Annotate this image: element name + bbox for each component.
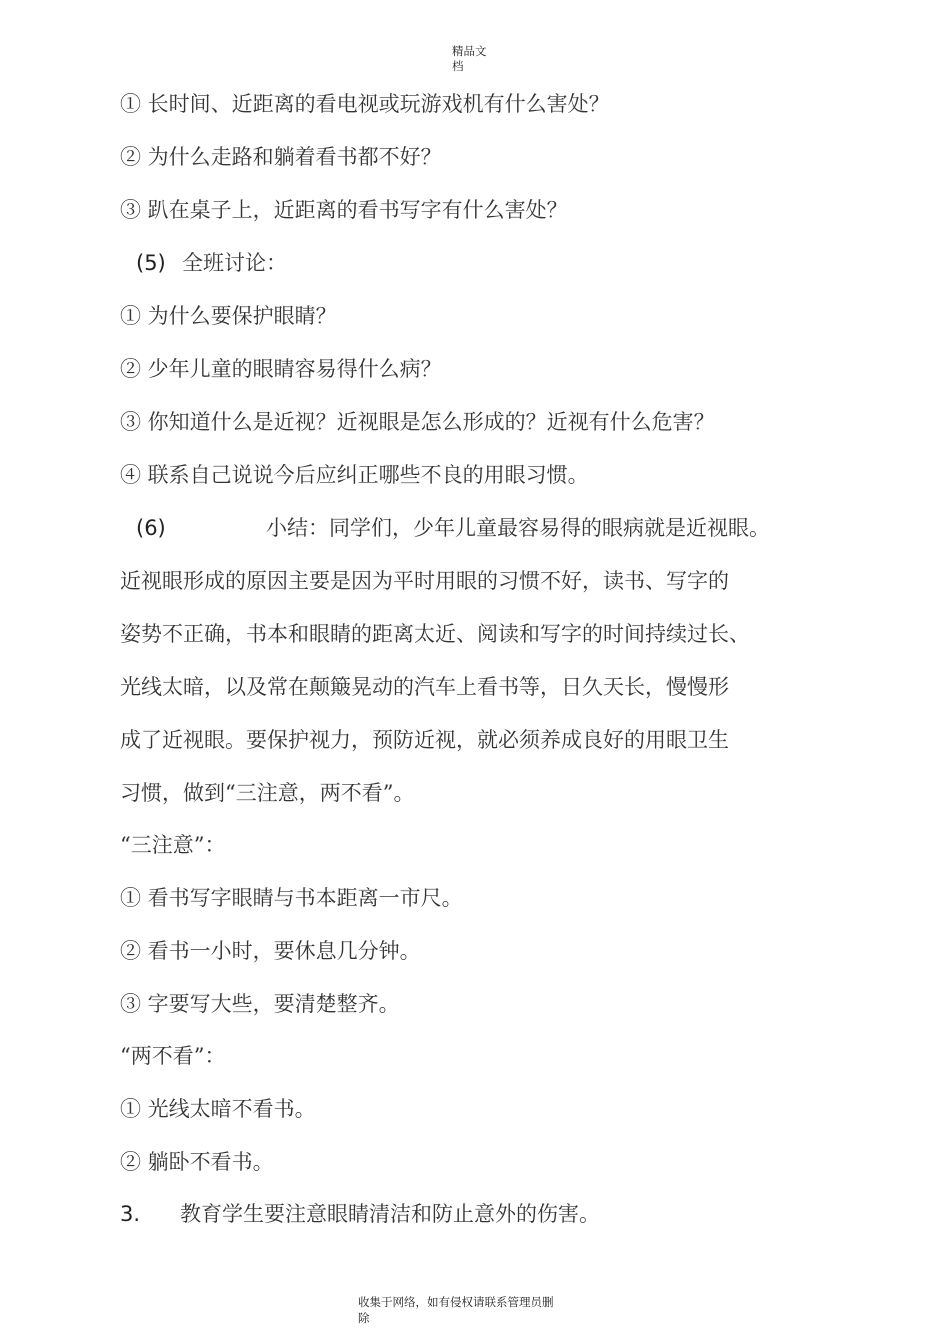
discussion-item-2: ② 少年儿童的眼睛容易得什么病？: [120, 357, 442, 381]
discussion-item-4: ④ 联系自己说说今后应纠正哪些不良的用眼习惯。: [120, 463, 589, 487]
section-3-text: 教育学生要注意眼睛清洁和防止意外的伤害。: [180, 1202, 600, 1226]
question-line-1: ① 长时间、近距离的看电视或玩游戏机有什么害处？: [120, 92, 610, 116]
summary-line-5: 成了近视眼。要保护视力，预防近视，就必须养成良好的用眼卫生: [120, 728, 729, 752]
discussion-item-1: ① 为什么要保护眼睛？: [120, 304, 337, 328]
section-number-3: 3.: [120, 1202, 141, 1226]
attention-item-1: ① 看书写字眼睛与书本距离一市尺。: [120, 886, 463, 910]
three-attention-heading: “三注意”：: [120, 833, 226, 857]
two-donts-heading: “两不看”：: [120, 1044, 226, 1068]
attention-item-3: ③ 字要写大些，要清楚整齐。: [120, 992, 400, 1016]
header-line-2: 档: [452, 59, 464, 73]
discussion-item-3: ③ 你知道什么是近视？近视眼是怎么形成的？近视有什么危害？: [120, 410, 715, 434]
summary-line-2: 近视眼形成的原因主要是因为平时用眼的习惯不好，读书、写字的: [120, 569, 729, 593]
summary-line-1: 小结：同学们，少年儿童最容易得的眼病就是近视眼。: [266, 516, 770, 540]
dont-item-1: ① 光线太暗不看书。: [120, 1097, 316, 1121]
footer-line-1: 收集于网络，如有侵权请联系管理员删: [358, 1295, 554, 1309]
summary-line-6: 习惯，做到“三注意，两不看”。: [120, 781, 415, 805]
question-line-3: ③ 趴在桌子上，近距离的看书写字有什么害处？: [120, 198, 568, 222]
page-footer: [358, 1294, 598, 1326]
summary-line-3: 姿势不正确，书本和眼睛的距离太近、阅读和写字的时间持续过长、: [120, 622, 750, 646]
step-number-5: (5): [136, 251, 166, 275]
attention-item-2: ② 看书一小时，要休息几分钟。: [120, 939, 421, 963]
dont-item-2: ② 躺卧不看书。: [120, 1150, 274, 1174]
page-header: [452, 44, 502, 74]
question-line-2: ② 为什么走路和躺着看书都不好？: [120, 145, 442, 169]
step-heading-5: 全班讨论：: [182, 251, 287, 275]
footer-line-2: 除: [358, 1311, 370, 1325]
step-number-6: (6): [136, 516, 166, 540]
summary-line-4: 光线太暗，以及常在颠簸晃动的汽车上看书等，日久天长，慢慢形: [120, 675, 729, 699]
header-line-1: 精品文: [452, 44, 487, 58]
